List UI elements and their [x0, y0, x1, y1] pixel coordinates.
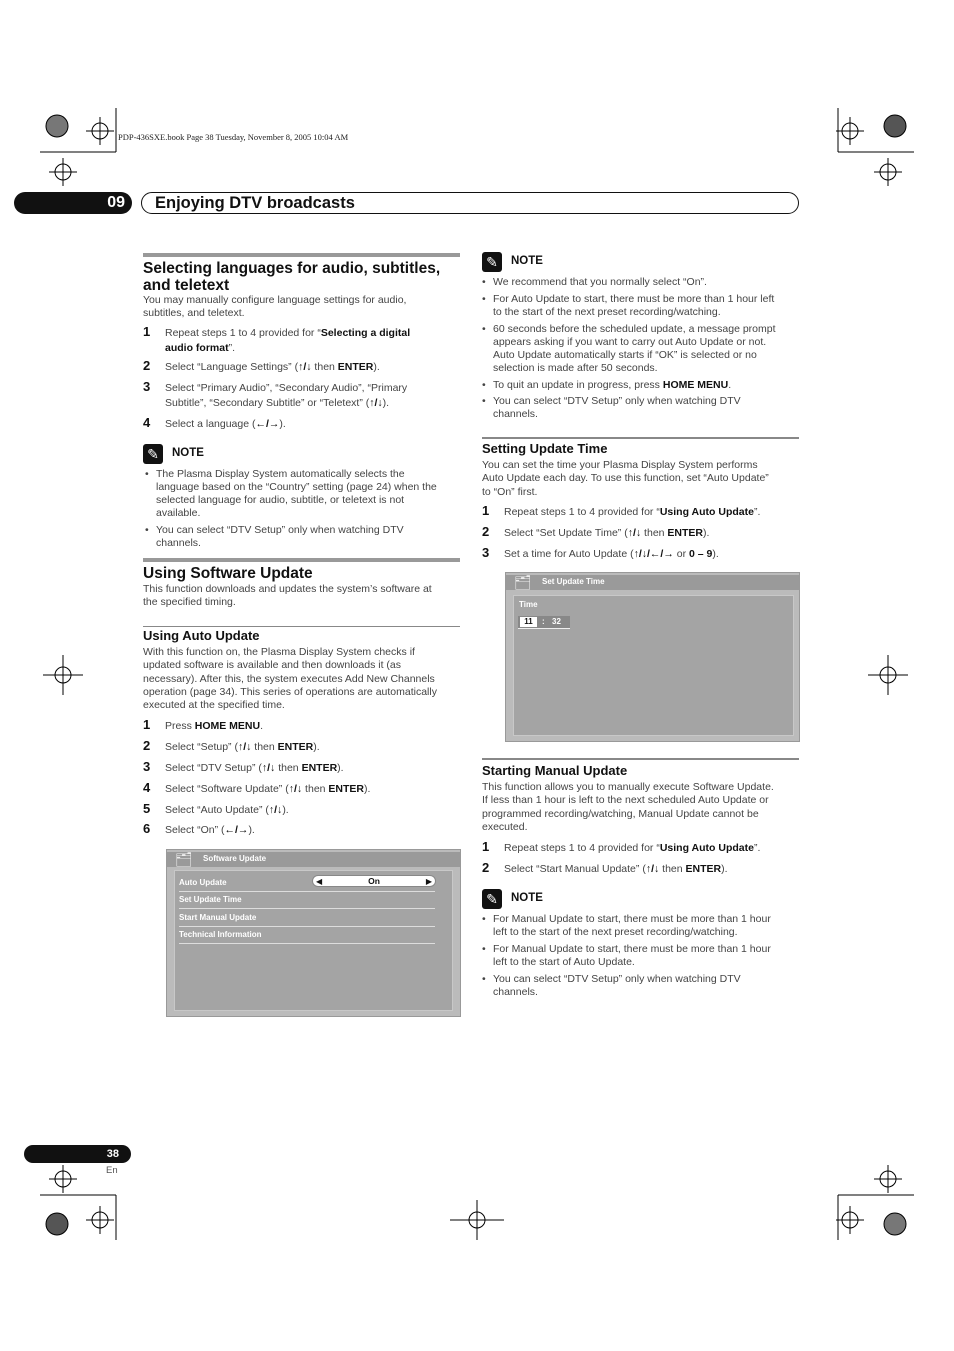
- bullet-icon: •: [145, 524, 149, 536]
- set-update-time-screen: [505, 572, 800, 742]
- bullet-icon: •: [482, 395, 486, 407]
- menu-item-label: Auto Update: [179, 878, 227, 887]
- software-intro: [143, 583, 432, 610]
- note-heading: NOTE: [511, 255, 543, 267]
- text: left to the start of Auto Update.: [493, 956, 635, 968]
- step-text: [165, 740, 320, 755]
- note-heading: NOTE: [511, 892, 543, 904]
- text: ).: [703, 527, 710, 539]
- text: For Manual Update to start, there must be more than 1 hour: [493, 943, 771, 955]
- text: Set a time for Auto Update (: [504, 548, 634, 560]
- auto-update-intro: [143, 646, 437, 712]
- note-text: [156, 468, 437, 520]
- text-line: This function downloads and updates the system’s software at: [143, 583, 432, 595]
- step-number: 1: [143, 717, 151, 732]
- text: You can select “DTV Setup” only when watching DTV: [156, 524, 404, 536]
- text: Auto Update automatically starts if “OK” is selected or no: [493, 349, 757, 361]
- step-number: 4: [143, 415, 151, 430]
- section-title-languages: [143, 260, 440, 294]
- text: Repeat steps 1 to 4 provided for “: [165, 327, 321, 339]
- bullet-icon: •: [482, 913, 486, 925]
- link-text: audio format: [165, 341, 229, 354]
- text: then: [641, 527, 668, 539]
- right-arrow-icon[interactable]: ▶: [425, 877, 432, 886]
- step-number: 2: [482, 860, 490, 875]
- minute-field[interactable]: 32: [552, 617, 561, 626]
- text: Select a language (: [165, 418, 256, 430]
- text: You can select “DTV Setup” only when watching DTV: [493, 973, 741, 985]
- step-text: [165, 761, 344, 776]
- text: .: [260, 720, 264, 732]
- languages-intro: [143, 294, 406, 321]
- up-down-arrow-icon: ↑/↓: [298, 361, 312, 373]
- text-line: If less than 1 hour is left to the next scheduled Auto Update or: [482, 794, 769, 807]
- up-down-arrow-icon: ↑/↓: [369, 396, 383, 409]
- time-separator: :: [542, 617, 545, 626]
- bullet-icon: •: [145, 468, 149, 480]
- step-number: 3: [143, 379, 151, 394]
- text: The Plasma Display System automatically selects the: [156, 468, 405, 480]
- text: Select “Software Update” (: [165, 783, 289, 795]
- text: Select “Start Manual Update” (: [504, 863, 646, 875]
- key-name: ENTER: [685, 863, 722, 875]
- step-text: [504, 547, 719, 562]
- text: ).: [337, 762, 344, 774]
- chapter-number: 09: [14, 192, 132, 214]
- key-name: 0 – 9: [689, 548, 713, 560]
- up-down-arrow-icon: ↑/↓: [261, 762, 276, 774]
- file-info: PDP-436SXE.book Page 38 Tuesday, November 8, 2005 10:04 AM: [118, 132, 349, 142]
- text-line: programmed recording/watching, Manual Update cannot be: [482, 807, 759, 820]
- menu-item-set-update-time[interactable]: Set Update Time: [179, 893, 435, 909]
- up-down-arrow-icon: ↑/↓: [288, 783, 303, 795]
- folder-icon: 🗂: [175, 851, 193, 867]
- text-line: to “On” first.: [482, 485, 538, 498]
- subsection-rule: [482, 758, 799, 760]
- section-title-software: Using Software Update: [143, 565, 313, 582]
- note-text: [493, 293, 774, 319]
- step-number: 1: [482, 503, 490, 518]
- up-down-arrow-icon: ↑/↓: [237, 741, 252, 753]
- text: Select “Setup” (: [165, 741, 238, 753]
- left-right-arrow-icon: ←/→: [255, 418, 280, 430]
- folder-icon: 🗂: [514, 574, 532, 590]
- bullet-icon: •: [482, 293, 486, 305]
- text: Select “DTV Setup” (: [165, 762, 262, 774]
- subsection-rule: [482, 437, 799, 439]
- step-text: [165, 326, 410, 355]
- auto-update-value-selector[interactable]: [312, 875, 436, 887]
- link-text: Using Auto Update: [659, 506, 754, 518]
- step-number: 5: [143, 801, 151, 816]
- bullet-icon: •: [482, 276, 486, 288]
- text: Select “Auto Update” (: [165, 804, 269, 816]
- screen-title: Software Update: [203, 854, 267, 863]
- note-text: [493, 943, 771, 969]
- text: left to the start of the next preset recording/watching.: [493, 926, 738, 938]
- step-number: 4: [143, 780, 151, 795]
- key-name: HOME MENU: [662, 379, 729, 391]
- text: For Manual Update to start, there must be more than 1 hour: [493, 913, 771, 925]
- text-line: You can set the time your Plasma Display System performs: [482, 459, 758, 471]
- text: channels.: [493, 986, 538, 998]
- text: ).: [364, 783, 371, 795]
- language-code: En: [106, 1165, 118, 1176]
- screen-panel: [174, 870, 453, 1011]
- bullet-icon: •: [482, 323, 486, 335]
- text: To quit an update in progress, press: [493, 379, 663, 391]
- page-number: 38: [24, 1145, 131, 1163]
- text-line: the specified timing.: [143, 596, 236, 609]
- note-text: [493, 913, 771, 939]
- key-name: ENTER: [667, 527, 704, 539]
- screen-title: Set Update Time: [542, 577, 605, 586]
- text: ).: [721, 863, 728, 875]
- text: Select “Primary Audio”, “Secondary Audio”, “Primary: [165, 382, 408, 394]
- text-line: executed.: [482, 820, 528, 833]
- step-text: [165, 803, 289, 818]
- text-line: necessary). After this, the system executes Add New Channels: [143, 672, 435, 685]
- key-name: ENTER: [328, 783, 365, 795]
- text-line: This function allows you to manually execute Software Update.: [482, 781, 774, 793]
- title-line: Selecting languages for audio, subtitles,: [143, 260, 441, 277]
- hour-field[interactable]: 11: [520, 617, 537, 627]
- time-label: Time: [519, 600, 538, 609]
- text: ).: [248, 824, 255, 836]
- text: channels.: [156, 537, 201, 549]
- step-text: [504, 841, 760, 856]
- up-down-arrow-icon: ↑/↓: [627, 527, 642, 539]
- text: Select “On” (: [165, 824, 225, 836]
- text-line: You may manually configure language settings for audio,: [143, 294, 407, 306]
- step-text: [165, 782, 370, 797]
- bullet-icon: •: [482, 943, 486, 955]
- text-line: subtitles, and teletext.: [143, 307, 245, 320]
- menu-item-start-manual-update[interactable]: Start Manual Update: [179, 911, 435, 927]
- text: ).: [282, 804, 289, 816]
- step-text: [165, 417, 286, 432]
- text: Repeat steps 1 to 4 provided for “: [504, 506, 660, 518]
- step-text: [165, 719, 263, 734]
- note-text: [156, 524, 404, 550]
- key-name: ENTER: [301, 762, 338, 774]
- text: Subtitle”, “Secondary Subtitle” or “Teletext” (: [165, 396, 370, 409]
- bullet-icon: •: [482, 973, 486, 985]
- key-name: ENTER: [337, 361, 374, 373]
- section-rule: [143, 253, 460, 257]
- software-update-screen: [166, 849, 461, 1017]
- menu-item-technical-information[interactable]: Technical Information: [179, 928, 435, 944]
- note-text: [493, 395, 741, 421]
- step-number: 3: [143, 759, 151, 774]
- text: .: [728, 379, 732, 391]
- manual-update-intro: [482, 781, 774, 834]
- subsection-rule: [143, 626, 460, 627]
- time-field[interactable]: [518, 616, 570, 629]
- step-text: [504, 505, 760, 520]
- link-text: Using Auto Update: [659, 842, 754, 854]
- subsection-title-auto-update: Using Auto Update: [143, 628, 260, 643]
- text: then: [302, 783, 329, 795]
- up-down-arrow-icon: ↑/↓: [268, 804, 283, 816]
- text: ).: [712, 548, 719, 560]
- chapter-title: Enjoying DTV broadcasts: [155, 194, 355, 212]
- left-arrow-icon[interactable]: ◀: [316, 877, 323, 886]
- text: selection is made after 50 seconds.: [493, 362, 658, 374]
- text: channels.: [493, 408, 538, 420]
- text: ”.: [753, 506, 761, 518]
- text: or: [673, 548, 690, 560]
- note-text: [493, 323, 776, 375]
- text: Select “Set Update Time” (: [504, 527, 628, 539]
- text: appears asking if you want to carry out Auto Update or not.: [493, 336, 767, 348]
- text: then: [311, 361, 338, 373]
- note-text: [493, 973, 741, 999]
- text: then: [659, 863, 686, 875]
- text: ).: [373, 361, 380, 373]
- text: ).: [382, 396, 390, 409]
- text: ”.: [228, 341, 236, 354]
- direction-arrows-icon: ↑/↓/←/→: [633, 548, 674, 560]
- step-number: 2: [143, 738, 151, 753]
- left-right-arrow-icon: ←/→: [224, 824, 249, 836]
- text: ”.: [753, 842, 761, 854]
- text: to the start of the next preset recording/watching.: [493, 306, 721, 318]
- step-number: 1: [143, 324, 151, 339]
- bullet-icon: •: [482, 379, 486, 391]
- subsection-title-manual-update: Starting Manual Update: [482, 763, 628, 778]
- text-line: executed at the specified time.: [143, 699, 285, 712]
- screen-panel: [513, 595, 794, 736]
- text: selected language for audio, subtitle, or teletext is not: [156, 494, 405, 506]
- selected-value: On: [368, 876, 380, 886]
- note-text: [493, 379, 731, 392]
- text: available.: [156, 507, 201, 519]
- text: For Auto Update to start, there must be more than 1 hour left: [493, 293, 775, 305]
- step-text: [165, 360, 380, 375]
- step-number: 2: [482, 524, 490, 539]
- text: Select “Language Settings” (: [165, 361, 299, 373]
- step-number: 6: [143, 821, 151, 836]
- step-number: 2: [143, 358, 151, 373]
- text-line: operation (page 34). This series of operations are automatically: [143, 685, 437, 698]
- text: ).: [279, 418, 286, 430]
- text: 60 seconds before the scheduled update, a message prompt: [493, 323, 776, 335]
- note-heading: NOTE: [172, 447, 204, 459]
- text: ).: [313, 741, 320, 753]
- text-line: With this function on, the Plasma Display System checks if: [143, 646, 415, 658]
- link-text: Selecting a digital: [320, 327, 411, 339]
- text-line: Auto Update each day. To use this function, set “Auto Update”: [482, 472, 769, 485]
- step-text: [504, 862, 728, 877]
- key-name: ENTER: [277, 741, 314, 753]
- section-rule: [143, 558, 460, 562]
- step-text: [504, 526, 709, 541]
- update-time-intro: [482, 459, 769, 499]
- text-line: updated software is available and then downloads it (as: [143, 659, 401, 672]
- step-number: 1: [482, 839, 490, 854]
- step-text: [165, 381, 407, 410]
- note-icon: ✎: [482, 252, 502, 272]
- key-name: HOME MENU: [194, 720, 261, 732]
- step-text: [165, 823, 255, 838]
- note-icon: ✎: [482, 889, 502, 909]
- subsection-title-update-time: Setting Update Time: [482, 441, 608, 456]
- note-text: We recommend that you normally select “On”.: [493, 276, 707, 288]
- title-line: and teletext: [143, 277, 230, 294]
- step-number: 3: [482, 545, 490, 560]
- text: Repeat steps 1 to 4 provided for “: [504, 842, 660, 854]
- text: language based on the “Country” setting (page 24) when the: [156, 481, 437, 493]
- up-down-arrow-icon: ↑/↓: [645, 863, 660, 875]
- text: then: [251, 741, 278, 753]
- text: You can select “DTV Setup” only when watching DTV: [493, 395, 741, 407]
- text: Press: [165, 720, 195, 732]
- text: then: [275, 762, 302, 774]
- note-icon: ✎: [143, 444, 163, 464]
